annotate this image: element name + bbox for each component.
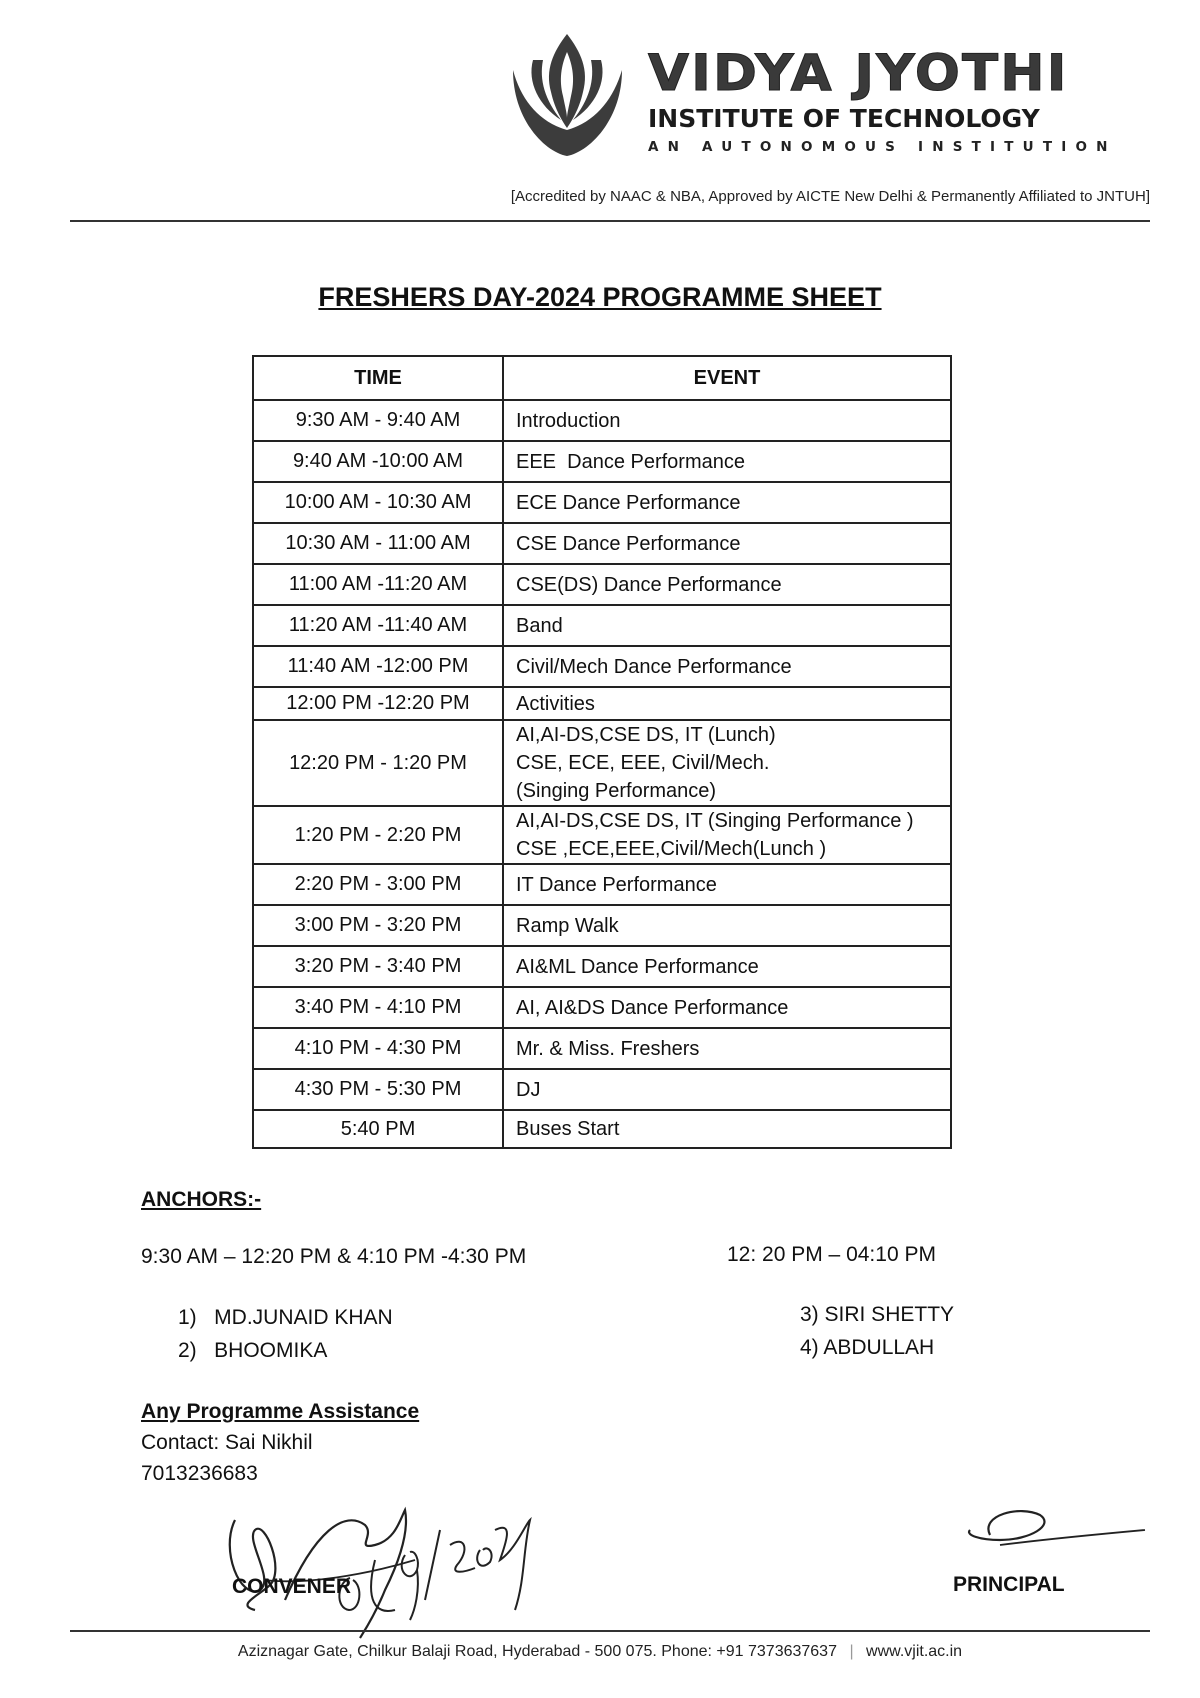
event-text: CSE, ECE, EEE, Civil/Mech. [516,752,770,774]
table-row [253,523,951,564]
row-time: 2:20 PM - 3:00 PM [253,864,503,905]
row-time: 12:20 PM - 1:20 PM [253,720,503,806]
row-event [503,1069,951,1110]
footer-website[interactable]: www.vjit.ac.in [866,1643,963,1660]
row-event [503,1110,951,1148]
table-row [253,946,951,987]
row-time: 11:00 AM -11:20 AM [253,564,503,605]
row-time: 10:00 AM - 10:30 AM [253,482,503,523]
row-time: 5:40 PM [253,1110,503,1148]
convener-signature [225,1490,565,1640]
event-text: DJ [516,1078,541,1101]
row-time: 3:00 PM - 3:20 PM [253,905,503,946]
row-event [503,441,951,482]
table-row [253,482,951,523]
convener-label: CONVENER [232,1575,352,1598]
row-time: 3:40 PM - 4:10 PM [253,987,503,1028]
row-event [503,720,951,806]
row-event [503,1028,951,1069]
table-row [253,605,951,646]
anchor-name: 1) MD.JUNAID KHAN [178,1306,393,1329]
accreditation-line: [Accredited by NAAC & NBA, Approved by AICTE New Delhi & Permanently Affiliated to JNTUH] [510,188,1150,205]
row-time: 10:30 AM - 11:00 AM [253,523,503,564]
event-text: AI,AI-DS,CSE DS, IT (Singing Performance ) [516,810,914,832]
row-time: 4:30 PM - 5:30 PM [253,1069,503,1110]
row-event [503,864,951,905]
table-row [253,400,951,441]
row-time: 1:20 PM - 2:20 PM [253,806,503,864]
event-text: Mr. & Miss. Freshers [516,1037,700,1060]
row-time: 9:30 AM - 9:40 AM [253,400,503,441]
institute-subtitle: INSTITUTE OF TECHNOLOGY [648,104,1040,133]
table-row [253,441,951,482]
table-row [253,905,951,946]
institute-brand [648,44,1148,155]
footer-divider [70,1630,1150,1632]
anchors-heading: ANCHORS:- [141,1188,262,1211]
row-event [503,605,951,646]
table-header-row [253,356,951,400]
event-text: Ramp Walk [516,914,619,937]
table-row [253,864,951,905]
table-row [253,646,951,687]
event-text: Introduction [516,409,621,432]
event-text: Buses Start [516,1118,620,1140]
page-title: FRESHERS DAY-2024 PROGRAMME SHEET [318,282,882,312]
event-text: AI, AI&DS Dance Performance [516,996,789,1019]
assistance-phone: 7013236683 [141,1462,258,1485]
row-time: 11:20 AM -11:40 AM [253,605,503,646]
footer [0,1643,1200,1661]
row-event [503,564,951,605]
table-row [253,987,951,1028]
row-time: 11:40 AM -12:00 PM [253,646,503,687]
event-text: Activities [516,692,595,715]
principal-signature [960,1495,1150,1575]
table-row [253,1110,951,1148]
anchor-slot2-time: 12: 20 PM – 04:10 PM [727,1243,936,1266]
row-event [503,905,951,946]
table-row [253,806,951,864]
table-row [253,1028,951,1069]
event-text: CSE(DS) Dance Performance [516,573,782,596]
row-event [503,987,951,1028]
anchor-slot1-time: 9:30 AM – 12:20 PM & 4:10 PM -4:30 PM [141,1245,527,1268]
event-text: AI&ML Dance Performance [516,955,759,978]
anchor-name: 3) SIRI SHETTY [800,1303,955,1326]
event-text: ECE Dance Performance [516,491,741,514]
assistance-heading: Any Programme Assistance [141,1400,420,1423]
event-text: IT Dance Performance [516,873,717,896]
table-row [253,720,951,806]
programme-schedule-table [252,355,952,1149]
event-text: Band [516,614,563,637]
event-text: AI,AI-DS,CSE DS, IT (Lunch) [516,724,776,746]
event-text: CSE ,ECE,EEE,Civil/Mech(Lunch ) [516,838,827,860]
table-row [253,687,951,720]
footer-separator: | [849,1643,854,1660]
anchor-name: 4) ABDULLAH [800,1336,935,1359]
row-event [503,646,951,687]
footer-address: Aziznagar Gate, Chilkur Balaji Road, Hyderabad - 500 075. Phone: +91 7373637637 [237,1643,837,1660]
institute-tagline: AN AUTONOMOUS INSTITUTION [648,139,1117,155]
table-row [253,564,951,605]
row-time: 9:40 AM -10:00 AM [253,441,503,482]
event-text: CSE Dance Performance [516,532,741,555]
header-divider [70,220,1150,222]
row-event [503,687,951,720]
event-text: Civil/Mech Dance Performance [516,655,792,678]
event-text: (Singing Performance) [516,780,717,802]
anchor-name: 2) BHOOMIKA [178,1339,328,1362]
row-time: 3:20 PM - 3:40 PM [253,946,503,987]
event-column-header: EVENT [503,356,951,400]
row-event [503,806,951,864]
institute-name: VIDYA JYOTHI [648,44,1069,102]
row-event [503,482,951,523]
principal-label: PRINCIPAL [953,1573,1065,1596]
table-row [253,1069,951,1110]
event-text: EEE Dance Performance [516,450,745,473]
row-time: 4:10 PM - 4:30 PM [253,1028,503,1069]
institute-logo-icon [505,30,630,160]
row-event [503,946,951,987]
row-event [503,400,951,441]
row-time: 12:00 PM -12:20 PM [253,687,503,720]
time-column-header: TIME [253,356,503,400]
row-event [503,523,951,564]
assistance-contact: Contact: Sai Nikhil [141,1431,313,1454]
